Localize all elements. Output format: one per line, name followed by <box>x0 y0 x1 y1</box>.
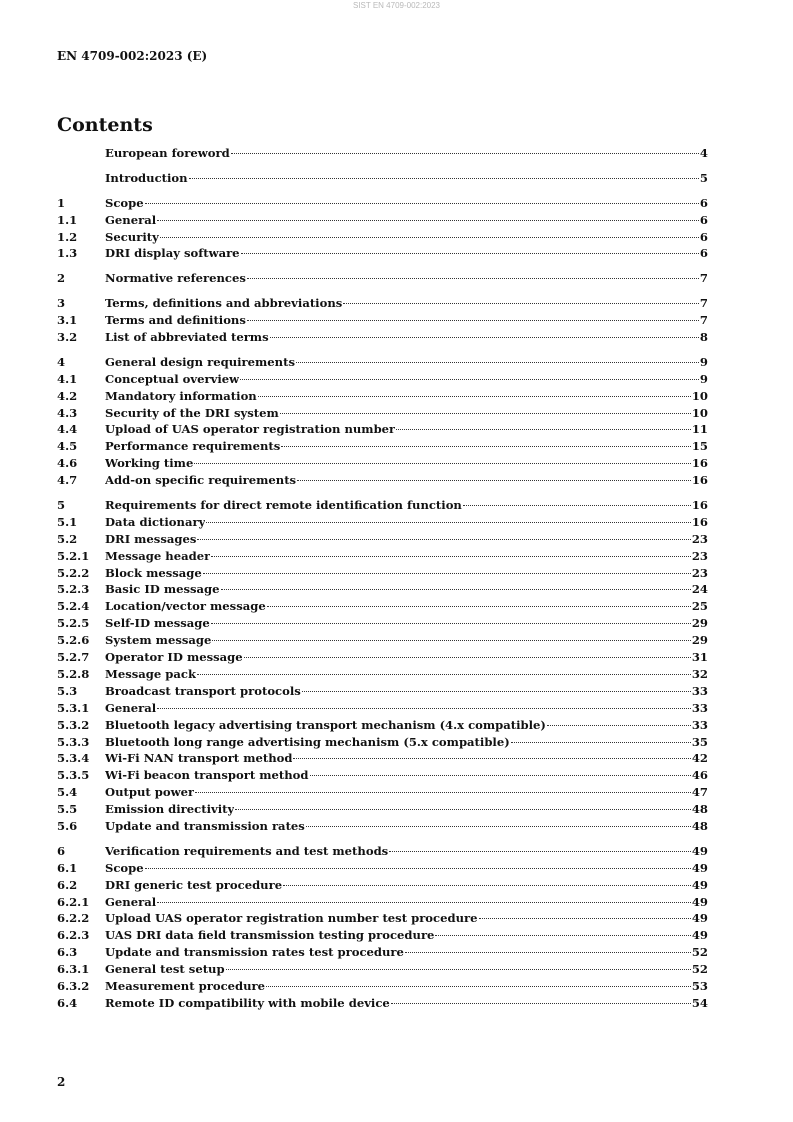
toc-entry[interactable] <box>57 329 708 346</box>
toc-entry-title: General design requirements <box>105 354 295 369</box>
toc-dot-leader <box>226 968 691 970</box>
toc-entry-number: 1.1 <box>57 212 78 227</box>
toc-entry[interactable] <box>57 843 708 860</box>
toc-entry-page: 25 <box>691 599 708 614</box>
toc-dot-leader <box>389 850 691 852</box>
toc-entry-number: 5.3.2 <box>57 717 90 732</box>
toc-entry-title: Update and transmission rates test procedure <box>105 945 404 960</box>
toc-entry-page: 33 <box>691 700 708 715</box>
toc-entry-title: Mandatory information <box>105 388 257 403</box>
toc-entry-number: 6.2.3 <box>57 928 90 943</box>
watermark: SIST EN 4709-002:2023 <box>352 1 441 10</box>
toc-dot-leader <box>241 252 699 254</box>
toc-entry-title: Terms, definitions and abbreviations <box>105 296 343 311</box>
toc-entry-page: 6 <box>699 229 708 244</box>
toc-dot-leader <box>235 808 691 810</box>
toc-dot-leader <box>267 605 691 607</box>
toc-entry-page: 7 <box>699 296 708 311</box>
toc-entry[interactable] <box>57 877 708 894</box>
toc-entry-number: 5.2.6 <box>57 633 90 648</box>
toc-entry[interactable] <box>57 734 708 751</box>
toc-dot-leader <box>247 277 699 279</box>
toc-entry-page: 6 <box>699 246 708 261</box>
toc-entry-page: 33 <box>691 717 708 732</box>
toc-entry-page: 49 <box>691 928 708 943</box>
toc-entry-title: Scope <box>105 860 144 875</box>
toc-entry-number: 5.3.4 <box>57 751 90 766</box>
toc-entry-page: 4 <box>699 146 708 160</box>
toc-entry-page: 23 <box>691 565 708 580</box>
toc-entry-number: 6.3 <box>57 945 78 960</box>
toc-dot-leader <box>297 479 691 481</box>
toc-entry-title: General <box>105 700 157 715</box>
toc-entry-page: 5 <box>699 170 708 185</box>
toc-entry[interactable] <box>57 717 708 734</box>
toc-entry[interactable] <box>57 388 708 405</box>
toc-entry[interactable] <box>57 229 708 246</box>
toc-entry-number: 5.3.1 <box>57 700 90 715</box>
toc-dot-leader <box>194 462 691 464</box>
toc-entry-page: 29 <box>691 633 708 648</box>
toc-dot-leader <box>479 917 691 919</box>
toc-entry-title: Wi-Fi NAN transport method <box>105 751 293 766</box>
toc-entry-number: 5.1 <box>57 514 78 529</box>
toc-entry[interactable] <box>57 421 708 438</box>
toc-dot-leader <box>195 791 691 793</box>
toc-entry-page: 49 <box>691 894 708 909</box>
toc-entry-title: Remote ID compatibility with mobile device <box>105 995 390 1010</box>
toc-entry-title: System message <box>105 633 212 648</box>
toc-entry-number: 4 <box>57 354 66 369</box>
toc-entry-page: 10 <box>691 405 708 420</box>
toc-entry-page: 7 <box>699 313 708 328</box>
toc-dot-leader <box>211 622 691 624</box>
toc-entry-number: 3.2 <box>57 330 78 345</box>
toc-entry-title: UAS DRI data field transmission testing procedure <box>105 928 435 943</box>
toc-dot-leader <box>306 825 691 827</box>
toc-entry[interactable] <box>57 818 708 835</box>
toc-entry-number: 4.4 <box>57 422 78 437</box>
toc-dot-leader <box>283 884 691 886</box>
toc-entry-page: 11 <box>691 422 708 437</box>
toc-dot-leader <box>206 521 691 523</box>
toc-dot-leader <box>203 572 691 574</box>
toc-entry[interactable] <box>57 312 708 329</box>
toc-entry-title: Security of the DRI system <box>105 405 279 420</box>
toc-entry-number: 4.6 <box>57 456 78 471</box>
toc-entry-number: 1.3 <box>57 246 78 261</box>
toc-entry[interactable] <box>57 371 708 388</box>
toc-entry-page: 33 <box>691 683 708 698</box>
toc-entry[interactable] <box>57 472 708 489</box>
toc-dot-leader <box>247 319 699 321</box>
toc-entry-title: Basic ID message <box>105 582 220 597</box>
toc-entry-number: 5.4 <box>57 785 78 800</box>
toc-entry-title: Measurement procedure <box>105 978 266 993</box>
toc-entry-title: Location/vector message <box>105 599 266 614</box>
toc-entry[interactable] <box>57 548 708 565</box>
toc-entry-title: Broadcast transport protocols <box>105 683 301 698</box>
toc-dot-leader <box>244 656 691 658</box>
toc-entry[interactable] <box>57 170 708 187</box>
toc-entry[interactable] <box>57 295 708 312</box>
toc-entry-title: Bluetooth legacy advertising transport mechanism (4.x compatible) <box>105 717 546 732</box>
toc-entry-number: 5.6 <box>57 818 78 833</box>
toc-entry[interactable] <box>57 212 708 229</box>
toc-entry-number: 5.2.7 <box>57 650 90 665</box>
toc-entry[interactable] <box>57 683 708 700</box>
toc-entry-page: 52 <box>691 962 708 977</box>
toc-dot-leader <box>212 639 690 641</box>
toc-entry[interactable] <box>57 438 708 455</box>
toc-entry-page: 9 <box>699 354 708 369</box>
toc-entry-title: Self-ID message <box>105 616 210 631</box>
toc-entry[interactable] <box>57 354 708 371</box>
toc-entry-title: Message header <box>105 548 211 563</box>
toc-dot-leader <box>231 152 699 154</box>
toc-entry-number: 2 <box>57 271 66 286</box>
toc-entry-title: Introduction <box>105 170 188 185</box>
toc-entry[interactable] <box>57 145 708 162</box>
toc-entry-number: 5.2.5 <box>57 616 90 631</box>
toc-entry[interactable] <box>57 700 708 717</box>
toc-entry-title: Data dictionary <box>105 514 206 529</box>
toc-entry-number: 4.7 <box>57 473 78 488</box>
toc-entry[interactable] <box>57 910 708 927</box>
toc-dot-leader <box>463 504 691 506</box>
toc-entry-page: 42 <box>691 751 708 766</box>
toc-entry[interactable] <box>57 565 708 582</box>
toc-entry-number: 5.3.3 <box>57 734 90 749</box>
toc-entry-number: 5.2.4 <box>57 599 90 614</box>
toc-entry-title: Add-on specific requirements <box>105 473 297 488</box>
toc-entry[interactable] <box>57 666 708 683</box>
toc-entry-page: 48 <box>691 818 708 833</box>
page-number: 2 <box>57 1075 66 1089</box>
toc-entry-title: Conceptual overview <box>105 371 240 386</box>
toc-entry-page: 47 <box>691 785 708 800</box>
toc-entry[interactable] <box>57 195 708 212</box>
toc-dot-leader <box>157 901 691 903</box>
toc-entry-page: 49 <box>691 911 708 926</box>
toc-entry[interactable] <box>57 632 708 649</box>
toc-dot-leader <box>396 428 691 430</box>
toc-entry[interactable] <box>57 784 708 801</box>
toc-dot-leader <box>157 219 699 221</box>
toc-entry-number: 6.2.2 <box>57 911 90 926</box>
toc-entry[interactable] <box>57 767 708 784</box>
toc-entry[interactable] <box>57 615 708 632</box>
toc-entry[interactable] <box>57 978 708 995</box>
toc-entry-title: Upload of UAS operator registration number <box>105 422 396 437</box>
toc-dot-leader <box>221 588 691 590</box>
toc-entry-title: Emission directivity <box>105 802 235 817</box>
toc-entry[interactable] <box>57 860 708 877</box>
toc-entry-title: List of abbreviated terms <box>105 330 269 345</box>
toc-entry[interactable] <box>57 497 708 514</box>
toc-entry-number: 1 <box>57 195 66 210</box>
toc-entry[interactable] <box>57 455 708 472</box>
toc-dot-leader <box>435 934 690 936</box>
toc-entry-page: 52 <box>691 945 708 960</box>
toc-entry-number: 6.2 <box>57 877 78 892</box>
toc-entry-page: 49 <box>691 877 708 892</box>
toc-entry-number: 5.2.8 <box>57 666 90 681</box>
toc-entry-title: Normative references <box>105 271 246 286</box>
toc-entry-title: General test setup <box>105 962 225 977</box>
toc-dot-leader <box>157 707 691 709</box>
toc-entry-page: 48 <box>691 802 708 817</box>
toc-entry-number: 5.3.5 <box>57 768 90 783</box>
toc-entry[interactable] <box>57 514 708 531</box>
toc-entry-page: 23 <box>691 548 708 563</box>
toc-entry-number: 5.2.3 <box>57 582 90 597</box>
toc-dot-leader <box>293 757 690 759</box>
toc-entry-number: 4.3 <box>57 405 78 420</box>
toc-dot-leader <box>547 724 691 726</box>
toc-entry-page: 23 <box>691 531 708 546</box>
toc-entry-title: Upload UAS operator registration number test procedure <box>105 911 478 926</box>
toc-entry-number: 6.4 <box>57 995 78 1010</box>
toc-dot-leader <box>197 673 691 675</box>
toc-dot-leader <box>280 412 691 414</box>
toc-dot-leader <box>296 361 699 363</box>
toc-dot-leader <box>511 741 691 743</box>
toc-entry[interactable] <box>57 649 708 666</box>
toc-entry[interactable] <box>57 598 708 615</box>
toc-entry-title: DRI messages <box>105 531 197 546</box>
toc-entry[interactable] <box>57 894 708 911</box>
toc-dot-leader <box>266 985 691 987</box>
toc-entry[interactable] <box>57 531 708 548</box>
toc-entry[interactable] <box>57 961 708 978</box>
toc-entry[interactable] <box>57 944 708 961</box>
toc-entry-number: 5 <box>57 498 66 513</box>
toc-entry-title: Wi-Fi beacon transport method <box>105 768 309 783</box>
toc-entry-page: 46 <box>691 768 708 783</box>
toc-entry-number: 6.3.1 <box>57 962 90 977</box>
toc-entry-number: 6.3.2 <box>57 978 90 993</box>
toc-dot-leader <box>405 951 691 953</box>
toc-entry-page: 16 <box>691 473 708 488</box>
toc-entry-title: Output power <box>105 785 195 800</box>
toc-entry[interactable] <box>57 927 708 944</box>
toc-entry-title: European foreword <box>105 146 230 160</box>
toc-entry-page: 24 <box>691 582 708 597</box>
toc-entry-title: Bluetooth long range advertising mechanism (5.x compatible) <box>105 734 510 749</box>
toc-entry-number: 4.2 <box>57 388 78 403</box>
toc-entry-page: 54 <box>691 995 708 1010</box>
toc-entry-title: Block message <box>105 565 202 580</box>
toc-entry-title: Message pack <box>105 666 197 681</box>
toc-dot-leader <box>258 395 691 397</box>
toc-entry-number: 6.1 <box>57 860 78 875</box>
toc-dot-leader <box>240 378 699 380</box>
toc-entry[interactable] <box>57 801 708 818</box>
toc-entry-page: 6 <box>699 195 708 210</box>
toc-entry-title: Terms and definitions <box>105 313 246 328</box>
toc-dot-leader <box>145 867 691 869</box>
toc-entry-page: 29 <box>691 616 708 631</box>
toc-entry-page: 10 <box>691 388 708 403</box>
toc-dot-leader <box>145 202 699 204</box>
toc-entry-number: 5.2 <box>57 531 78 546</box>
toc-entry-title: Operator ID message <box>105 650 243 665</box>
toc-entry-page: 32 <box>691 666 708 681</box>
toc-entry-title: Security <box>105 229 159 244</box>
toc-entry-page: 16 <box>691 498 708 513</box>
toc-entry-page: 9 <box>699 371 708 386</box>
toc-dot-leader <box>281 445 691 447</box>
toc-entry-page: 6 <box>699 212 708 227</box>
toc-dot-leader <box>391 1002 691 1004</box>
toc-entry-title: DRI display software <box>105 246 240 261</box>
toc-entry-page: 15 <box>691 439 708 454</box>
toc-dot-leader <box>310 774 691 776</box>
toc-entry-title: General <box>105 212 157 227</box>
toc-entry[interactable] <box>57 581 708 598</box>
toc-entry[interactable] <box>57 995 708 1012</box>
toc-entry-title: General <box>105 894 157 909</box>
toc-entry-page: 53 <box>691 978 708 993</box>
toc-dot-leader <box>343 302 699 304</box>
toc-entry-title: Requirements for direct remote identification function <box>105 498 462 513</box>
toc-entry-number: 5.5 <box>57 802 78 817</box>
toc-entry-page: 7 <box>699 271 708 286</box>
toc-entry-number: 5.2.2 <box>57 565 90 580</box>
toc-entry-page: 31 <box>691 650 708 665</box>
toc-entry-number: 4.1 <box>57 371 78 386</box>
toc-entry-number: 3.1 <box>57 313 78 328</box>
toc-entry-page: 49 <box>691 843 708 858</box>
toc-entry-title: Scope <box>105 195 144 210</box>
toc-entry-page: 8 <box>699 330 708 345</box>
toc-entry-page: 49 <box>691 860 708 875</box>
toc-entry-number: 6 <box>57 843 66 858</box>
toc-dot-leader <box>270 336 699 338</box>
toc-entry-number: 4.5 <box>57 439 78 454</box>
toc-entry-title: Working time <box>105 456 194 471</box>
table-of-contents <box>57 145 708 1012</box>
toc-entry-number: 5.2.1 <box>57 548 90 563</box>
toc-entry[interactable] <box>57 270 708 287</box>
toc-entry-page: 16 <box>691 514 708 529</box>
toc-entry-number: 5.3 <box>57 683 78 698</box>
toc-entry-number: 1.2 <box>57 229 78 244</box>
toc-entry-number: 3 <box>57 296 66 311</box>
toc-entry-title: Verification requirements and test methods <box>105 843 389 858</box>
toc-dot-leader <box>189 177 699 179</box>
toc-dot-leader <box>302 690 691 692</box>
toc-entry-page: 35 <box>691 734 708 749</box>
toc-entry-page: 16 <box>691 456 708 471</box>
toc-dot-leader <box>211 555 691 557</box>
toc-dot-leader <box>197 538 690 540</box>
document-id: EN 4709-002:2023 (E) <box>57 49 208 63</box>
toc-dot-leader <box>160 236 699 238</box>
toc-entry[interactable] <box>57 245 708 262</box>
toc-entry[interactable] <box>57 750 708 767</box>
toc-entry-title: DRI generic test procedure <box>105 877 283 892</box>
toc-entry-title: Update and transmission rates <box>105 818 305 833</box>
toc-entry-number: 6.2.1 <box>57 894 90 909</box>
toc-entry[interactable] <box>57 405 708 422</box>
contents-heading: Contents <box>57 114 153 136</box>
toc-entry-title: Performance requirements <box>105 439 281 454</box>
